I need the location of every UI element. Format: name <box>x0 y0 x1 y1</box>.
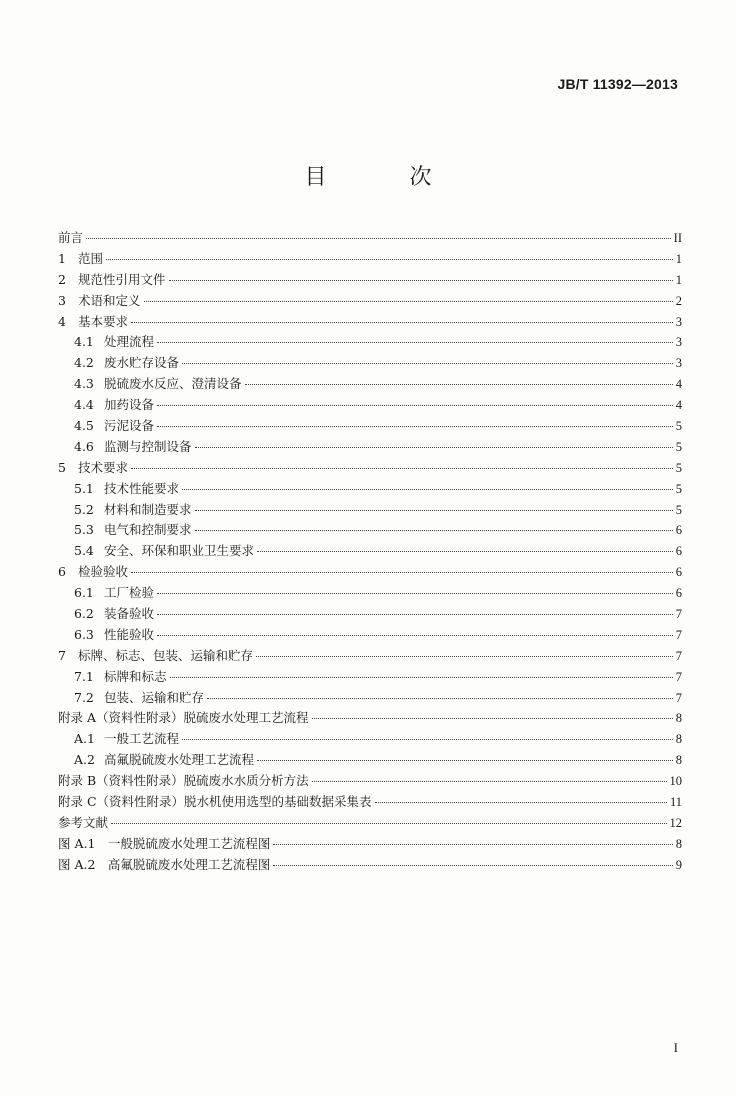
toc-entry-number: 7 <box>58 647 66 663</box>
dot-leader <box>195 530 673 531</box>
toc-entry-title: 检验验收 <box>78 564 129 580</box>
toc-entry[interactable] <box>58 374 682 395</box>
toc-entry-title: 高氟脱硫废水处理工艺流程 <box>104 752 255 768</box>
toc-entry-title: 附录 A（资料性附录）脱硫废水处理工艺流程 <box>58 710 309 726</box>
toc-entry-title: 技术性能要求 <box>104 480 180 496</box>
toc-entry[interactable] <box>58 792 682 813</box>
table-of-contents <box>58 228 682 876</box>
toc-entry[interactable] <box>58 479 682 500</box>
toc-entry-title: 基本要求 <box>78 313 129 329</box>
toc-entry-title: 材料和制造要求 <box>104 501 192 517</box>
toc-entry-title: 安全、环保和职业卫生要求 <box>104 543 255 559</box>
toc-entry-title: 性能验收 <box>104 626 155 642</box>
toc-entry-number: 6 <box>58 564 66 580</box>
toc-entry[interactable] <box>58 500 682 521</box>
toc-entry[interactable] <box>58 771 682 792</box>
dot-leader <box>273 865 672 866</box>
dot-leader <box>207 698 673 699</box>
toc-entry-title: 监测与控制设备 <box>104 438 192 454</box>
standard-code: JB/T 11392—2013 <box>557 76 678 92</box>
dot-leader <box>257 760 673 761</box>
toc-entry[interactable] <box>58 667 682 688</box>
toc-entry-title: 电气和控制要求 <box>104 522 192 538</box>
toc-entry[interactable] <box>58 353 682 374</box>
toc-entry-page: 12 <box>669 815 682 830</box>
toc-entry-title: 前言 <box>58 230 84 245</box>
toc-entry-number: 3 <box>58 292 66 308</box>
toc-entry[interactable] <box>58 688 682 709</box>
toc-entry-number: 4.4 <box>74 397 94 413</box>
toc-entry[interactable] <box>58 520 682 541</box>
toc-entry[interactable] <box>58 332 682 353</box>
toc-entry-title: 图 A.2 高氟脱硫废水处理工艺流程图 <box>58 856 271 872</box>
toc-entry-page: 3 <box>675 335 682 350</box>
toc-entry-title: 一般工艺流程 <box>104 731 180 747</box>
dot-leader <box>111 823 666 824</box>
toc-entry-title: 参考文献 <box>58 814 109 830</box>
toc-entry-number: 4.1 <box>74 334 94 350</box>
toc-entry-page: II <box>673 231 682 245</box>
toc-entry[interactable] <box>58 541 682 562</box>
toc-entry-number: 6.1 <box>74 585 94 601</box>
toc-entry-title: 标牌和标志 <box>104 668 167 684</box>
dot-leader <box>157 635 673 636</box>
dot-leader <box>245 384 673 385</box>
toc-entry[interactable] <box>58 625 682 646</box>
toc-entry-number: 4.5 <box>74 418 94 434</box>
toc-entry[interactable] <box>58 291 682 312</box>
toc-entry-page: 9 <box>675 857 682 872</box>
toc-entry-page: 5 <box>675 460 682 475</box>
toc-entry-number: 7.1 <box>74 668 94 684</box>
toc-entry-page: 6 <box>675 586 682 601</box>
toc-entry[interactable] <box>58 834 682 855</box>
toc-entry-page: 5 <box>675 502 682 517</box>
toc-entry[interactable] <box>58 312 682 333</box>
toc-entry-page: 8 <box>675 732 682 747</box>
toc-entry-page: 8 <box>675 711 682 726</box>
toc-entry-title: 附录 C（资料性附录）脱水机使用选型的基础数据采集表 <box>58 794 372 810</box>
dot-leader <box>170 677 673 678</box>
toc-entry-number: 4.6 <box>74 438 94 454</box>
toc-entry[interactable] <box>58 395 682 416</box>
toc-entry-number: 5.2 <box>74 501 94 517</box>
toc-entry-title: 范围 <box>78 250 104 266</box>
toc-entry-page: 1 <box>675 251 682 266</box>
dot-leader <box>182 739 673 740</box>
toc-entry[interactable] <box>58 604 682 625</box>
toc-entry-page: 7 <box>675 627 682 642</box>
dot-leader <box>144 301 673 302</box>
dot-leader <box>106 259 673 260</box>
toc-entry-title: 脱硫废水反应、澄清设备 <box>104 376 242 392</box>
dot-leader <box>157 405 673 406</box>
toc-entry-page: 6 <box>675 544 682 559</box>
toc-entry-title: 工厂检验 <box>104 585 155 601</box>
toc-entry-number: 5.1 <box>74 480 94 496</box>
toc-entry-page: 6 <box>675 565 682 580</box>
toc-entry-number: 6.2 <box>74 606 94 622</box>
toc-entry-page: 3 <box>675 356 682 371</box>
toc-entry-title: 废水贮存设备 <box>104 355 180 371</box>
toc-entry[interactable] <box>58 562 682 583</box>
dot-leader <box>131 572 673 573</box>
dot-leader <box>169 280 673 281</box>
dot-leader <box>257 551 673 552</box>
toc-entry[interactable] <box>58 249 682 270</box>
toc-entry-number: 1 <box>58 250 66 266</box>
dot-leader <box>375 802 667 803</box>
toc-entry-page: 3 <box>675 314 682 329</box>
toc-entry-number: 4.2 <box>74 355 94 371</box>
toc-entry-page: 4 <box>675 377 682 392</box>
dot-leader <box>157 593 673 594</box>
toc-entry-number: 7.2 <box>74 689 94 705</box>
toc-entry-title: 加药设备 <box>104 397 155 413</box>
dot-leader <box>312 781 667 782</box>
toc-entry[interactable] <box>58 416 682 437</box>
toc-entry-page: 7 <box>675 690 682 705</box>
dot-leader <box>195 510 673 511</box>
toc-entry[interactable] <box>58 228 682 249</box>
toc-entry-number: A.2 <box>74 752 95 768</box>
toc-entry-number: 5.3 <box>74 522 94 538</box>
toc-entry-title: 技术要求 <box>78 459 129 475</box>
toc-entry[interactable] <box>58 855 682 876</box>
dot-leader <box>195 447 673 448</box>
dot-leader <box>131 468 673 469</box>
toc-entry-page: 6 <box>675 523 682 538</box>
toc-entry-title: 处理流程 <box>104 334 155 350</box>
toc-entry-title: 装备验收 <box>104 606 155 622</box>
toc-entry-page: 8 <box>675 836 682 851</box>
toc-entry-title: 附录 B（资料性附录）脱硫废水水质分析方法 <box>58 773 309 789</box>
toc-entry-page: 7 <box>675 669 682 684</box>
toc-entry-page: 10 <box>669 774 682 789</box>
toc-entry-page: 2 <box>675 293 682 308</box>
toc-entry-page: 11 <box>669 795 682 810</box>
page-number: I <box>673 1040 678 1055</box>
toc-entry[interactable] <box>58 729 682 750</box>
toc-entry-number: 4 <box>58 313 66 329</box>
toc-entry-page: 5 <box>675 481 682 496</box>
toc-entry-title: 标牌、标志、包装、运输和贮存 <box>78 647 254 663</box>
dot-leader <box>312 718 673 719</box>
toc-entry-page: 8 <box>675 753 682 768</box>
dot-leader <box>182 363 673 364</box>
toc-entry-page: 7 <box>675 607 682 622</box>
toc-entry[interactable] <box>58 583 682 604</box>
toc-entry-page: 7 <box>675 648 682 663</box>
toc-entry-number: 2 <box>58 271 66 287</box>
toc-entry-title: 术语和定义 <box>78 292 141 308</box>
toc-entry-title: 规范性引用文件 <box>78 271 166 287</box>
toc-entry[interactable] <box>58 437 682 458</box>
toc-entry[interactable] <box>58 708 682 729</box>
dot-leader <box>157 342 673 343</box>
dot-leader <box>86 238 671 239</box>
toc-entry-title: 图 A.1 一般脱硫废水处理工艺流程图 <box>58 835 271 851</box>
toc-entry-page: 4 <box>675 398 682 413</box>
toc-entry-number: 4.3 <box>74 376 94 392</box>
toc-entry[interactable] <box>58 813 682 834</box>
toc-entry-number: A.1 <box>74 731 95 747</box>
toc-entry[interactable] <box>58 646 682 667</box>
dot-leader <box>157 426 673 427</box>
toc-entry-page: 5 <box>675 419 682 434</box>
dot-leader <box>182 489 673 490</box>
toc-entry-title: 包装、运输和贮存 <box>104 689 205 705</box>
toc-entry-page: 5 <box>675 439 682 454</box>
toc-entry[interactable] <box>58 270 682 291</box>
dot-leader <box>157 614 673 615</box>
toc-entry-number: 5.4 <box>74 543 94 559</box>
toc-entry-title: 污泥设备 <box>104 418 155 434</box>
page-title: 目 次 <box>304 165 470 190</box>
toc-entry-number: 5 <box>58 459 66 475</box>
toc-entry[interactable] <box>58 750 682 771</box>
toc-entry[interactable] <box>58 458 682 479</box>
toc-entry-page: 1 <box>675 272 682 287</box>
toc-entry-number: 6.3 <box>74 626 94 642</box>
dot-leader <box>131 322 673 323</box>
dot-leader <box>273 844 672 845</box>
dot-leader <box>256 656 673 657</box>
